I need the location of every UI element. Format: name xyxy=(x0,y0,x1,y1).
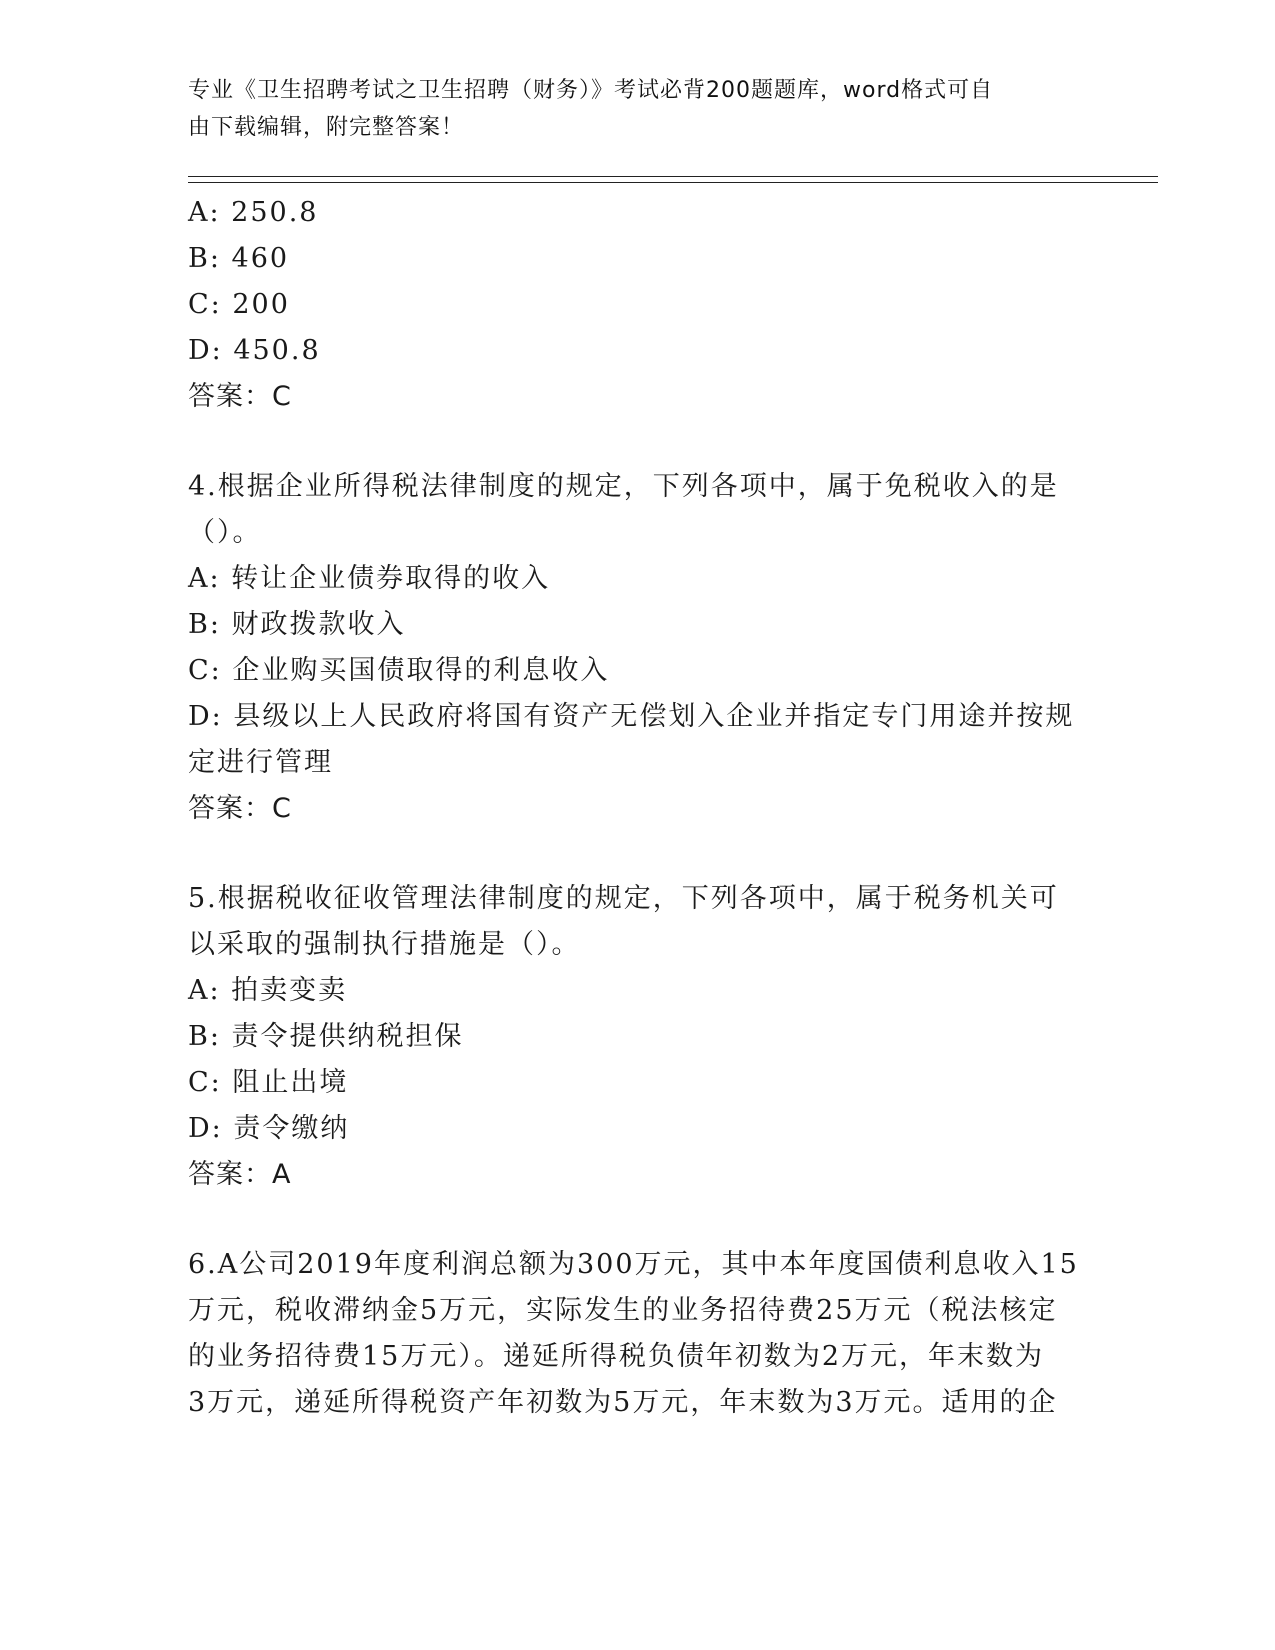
option-c: C: 200 xyxy=(188,289,290,320)
option-c: C: 阻止出境 xyxy=(188,1067,349,1098)
question-stem-line: 5.根据税收征收管理法律制度的规定，下列各项中，属于税务机关可 xyxy=(188,883,1059,914)
question-stem-line: 6.A公司2019年度利润总额为300万元，其中本年度国债利息收入15 xyxy=(188,1249,1079,1280)
question-stem-line: 万元，税收滞纳金5万元，实际发生的业务招待费25万元（税法核定 xyxy=(188,1295,1058,1326)
answer: 答案：C xyxy=(188,793,292,824)
option-b: B: 460 xyxy=(188,243,290,274)
option-c: C: 企业购买国债取得的利息收入 xyxy=(188,655,610,686)
page-header xyxy=(188,72,1088,146)
header-line-1: 专业《卫生招聘考试之卫生招聘（财务）》考试必背200题题库，word格式可自 xyxy=(188,78,994,103)
header-divider-bottom xyxy=(188,182,1158,183)
option-d: D: 责令缴纳 xyxy=(188,1113,350,1144)
question-6 xyxy=(188,1242,1088,1426)
option-a: A: 250.8 xyxy=(188,197,319,228)
question-stem-line: （）。 xyxy=(188,517,262,548)
question-3-tail xyxy=(188,190,1088,420)
option-d-continued: 定进行管理 xyxy=(188,747,333,778)
question-stem-line: 的业务招待费15万元）。递延所得税负债年初数为2万元，年末数为 xyxy=(188,1341,1045,1372)
option-d: D: 县级以上人民政府将国有资产无偿划入企业并指定专门用途并按规 xyxy=(188,701,1075,732)
document-body xyxy=(188,190,1088,1426)
answer: 答案：C xyxy=(188,381,292,412)
question-4 xyxy=(188,464,1088,832)
question-5 xyxy=(188,876,1088,1198)
option-b: B: 责令提供纳税担保 xyxy=(188,1021,464,1052)
option-a: A: 拍卖变卖 xyxy=(188,975,348,1006)
header-divider-top xyxy=(188,176,1158,177)
option-b: B: 财政拨款收入 xyxy=(188,609,406,640)
option-a: A: 转让企业债券取得的收入 xyxy=(188,563,551,594)
header-line-2: 由下载编辑，附完整答案！ xyxy=(188,115,465,140)
question-stem-line: 以采取的强制执行措施是（）。 xyxy=(188,929,581,960)
answer: 答案：A xyxy=(188,1159,292,1190)
question-stem-line: 3万元，递延所得税资产年初数为5万元，年末数为3万元。适用的企 xyxy=(188,1387,1058,1418)
option-d: D: 450.8 xyxy=(188,335,321,366)
question-stem-line: 4.根据企业所得税法律制度的规定，下列各项中，属于免税收入的是 xyxy=(188,471,1059,502)
